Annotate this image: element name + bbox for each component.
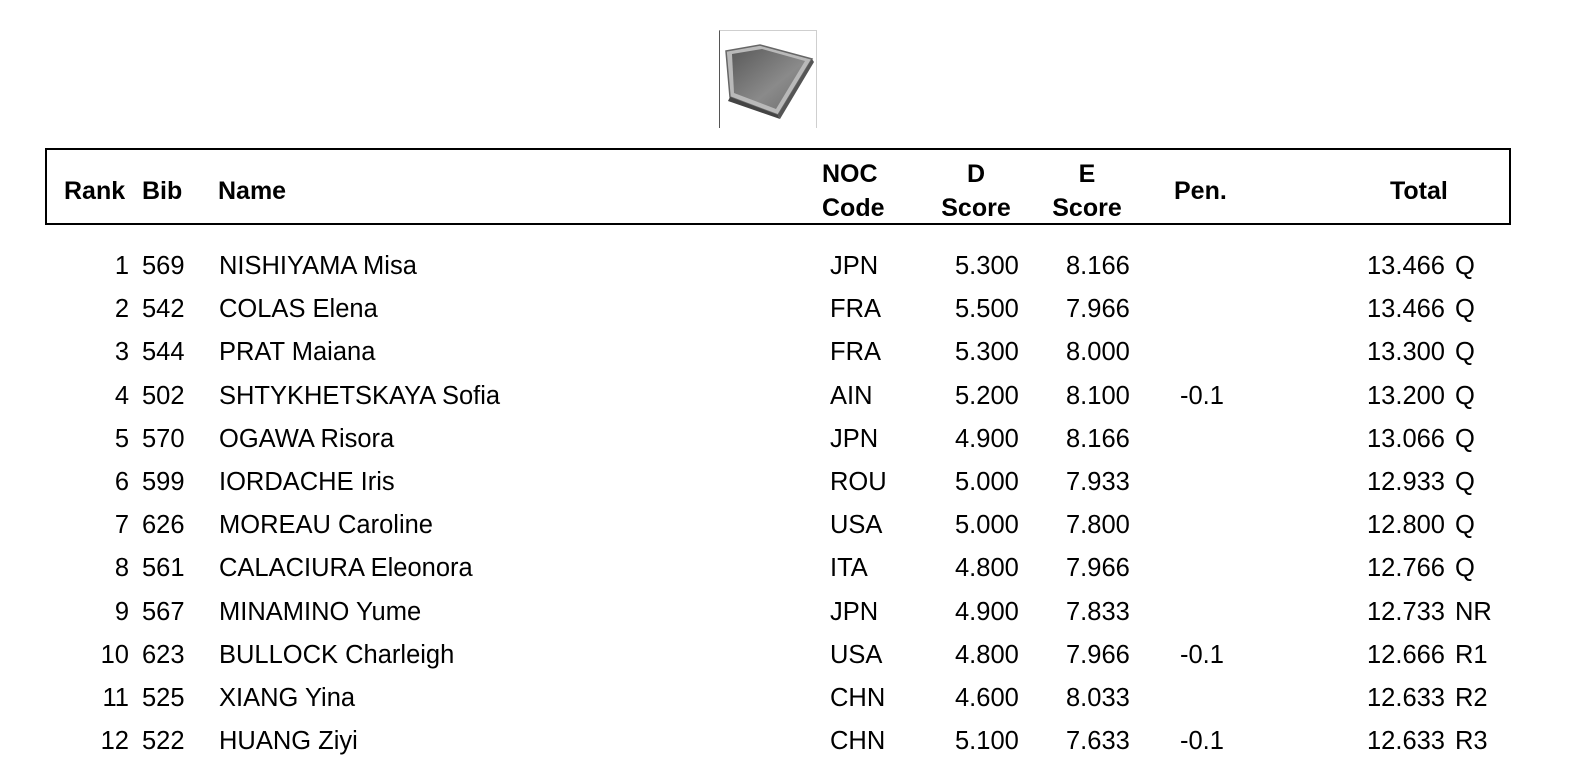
table-row bbox=[0, 288, 1580, 331]
cell-noc: JPN bbox=[830, 424, 879, 453]
header-e-line2: Score bbox=[1052, 194, 1122, 222]
cell-total: 12.733 bbox=[1367, 597, 1445, 626]
cell-noc: AIN bbox=[830, 381, 873, 410]
cell-rank: 11 bbox=[102, 684, 129, 712]
cell-noc: ROU bbox=[830, 468, 887, 496]
cell-noc: CHN bbox=[830, 684, 886, 712]
cell-qualification: Q bbox=[1455, 381, 1475, 410]
header-name: Name bbox=[218, 177, 287, 205]
cell-noc: CHN bbox=[830, 727, 886, 756]
header-e-line1: E bbox=[1078, 160, 1096, 188]
cell-qualification: NR bbox=[1455, 597, 1492, 626]
cell-name: PRAT Maiana bbox=[219, 338, 376, 367]
header-d-score bbox=[940, 157, 1012, 225]
cell-name: MOREAU Caroline bbox=[219, 511, 433, 540]
cell-rank: 4 bbox=[114, 381, 129, 410]
table-row bbox=[0, 634, 1580, 677]
cell-name: MINAMINO Yume bbox=[219, 597, 422, 626]
cell-d-score: 4.600 bbox=[955, 684, 1019, 712]
cell-penalty: -0.1 bbox=[1180, 727, 1224, 756]
header-bib: Bib bbox=[142, 177, 183, 205]
cell-rank: 1 bbox=[114, 252, 129, 280]
cell-qualification: R3 bbox=[1455, 727, 1488, 756]
cell-rank: 7 bbox=[114, 511, 129, 540]
cell-name: BULLOCK Charleigh bbox=[219, 640, 455, 669]
cell-bib: 626 bbox=[142, 511, 185, 540]
cell-total: 12.666 bbox=[1367, 640, 1445, 669]
cell-e-score: 7.800 bbox=[1066, 511, 1130, 540]
cell-qualification: Q bbox=[1455, 295, 1475, 324]
cell-noc: FRA bbox=[830, 338, 881, 367]
cell-noc: FRA bbox=[830, 295, 881, 324]
cell-bib: 570 bbox=[142, 424, 185, 453]
cell-qualification: Q bbox=[1455, 338, 1475, 367]
cell-noc: JPN bbox=[830, 252, 879, 280]
cell-name: XIANG Yina bbox=[219, 684, 356, 712]
table-row bbox=[0, 591, 1580, 634]
cell-e-score: 8.166 bbox=[1066, 424, 1130, 453]
cell-d-score: 5.200 bbox=[955, 381, 1019, 410]
cell-bib: 561 bbox=[142, 554, 185, 583]
header-penalty: Pen. bbox=[1174, 177, 1227, 205]
cell-rank: 9 bbox=[114, 597, 129, 626]
header-noc-code bbox=[822, 157, 885, 225]
header-noc-line1: NOC bbox=[822, 160, 878, 188]
cell-bib: 525 bbox=[142, 684, 185, 712]
cell-qualification: R2 bbox=[1455, 684, 1488, 712]
cell-total: 13.200 bbox=[1367, 381, 1445, 410]
cell-e-score: 7.833 bbox=[1066, 597, 1130, 626]
table-row bbox=[0, 720, 1580, 763]
header-e-score bbox=[1051, 157, 1123, 225]
balance-beam-mat-icon bbox=[720, 31, 818, 129]
cell-bib: 502 bbox=[142, 381, 185, 410]
cell-noc: USA bbox=[830, 640, 883, 669]
cell-noc: JPN bbox=[830, 597, 879, 626]
cell-e-score: 8.033 bbox=[1066, 684, 1130, 712]
cell-bib: 599 bbox=[142, 468, 185, 496]
cell-name: HUANG Ziyi bbox=[219, 727, 358, 756]
cell-e-score: 8.000 bbox=[1066, 338, 1130, 367]
cell-e-score: 7.966 bbox=[1066, 554, 1130, 583]
cell-total: 12.633 bbox=[1367, 727, 1445, 756]
cell-bib: 542 bbox=[142, 295, 185, 324]
cell-name: OGAWA Risora bbox=[219, 424, 395, 453]
cell-qualification: Q bbox=[1455, 468, 1475, 496]
cell-qualification: Q bbox=[1455, 252, 1475, 280]
results-table-header bbox=[45, 148, 1511, 225]
cell-name: IORDACHE Iris bbox=[219, 468, 395, 496]
cell-d-score: 4.800 bbox=[955, 554, 1019, 583]
cell-rank: 10 bbox=[100, 640, 129, 669]
cell-total: 12.933 bbox=[1367, 468, 1445, 496]
header-rank: Rank bbox=[64, 177, 126, 205]
cell-bib: 623 bbox=[142, 640, 185, 669]
cell-total: 12.766 bbox=[1367, 554, 1445, 583]
cell-name: NISHIYAMA Misa bbox=[219, 252, 417, 280]
apparatus-pictogram bbox=[719, 30, 817, 128]
table-row bbox=[0, 245, 1580, 288]
cell-total: 13.466 bbox=[1367, 295, 1445, 324]
cell-d-score: 5.300 bbox=[955, 252, 1019, 280]
cell-rank: 6 bbox=[114, 468, 129, 496]
cell-qualification: Q bbox=[1455, 554, 1475, 583]
header-d-line2: Score bbox=[941, 194, 1011, 222]
cell-d-score: 5.000 bbox=[955, 468, 1019, 496]
cell-bib: 544 bbox=[142, 338, 185, 367]
cell-name: SHTYKHETSKAYA Sofia bbox=[219, 381, 501, 410]
table-row bbox=[0, 375, 1580, 418]
cell-name: CALACIURA Eleonora bbox=[219, 554, 473, 583]
cell-qualification: Q bbox=[1455, 424, 1475, 453]
cell-bib: 567 bbox=[142, 597, 185, 626]
cell-bib: 569 bbox=[142, 252, 185, 280]
table-row bbox=[0, 418, 1580, 461]
cell-penalty: -0.1 bbox=[1180, 640, 1224, 669]
cell-d-score: 4.900 bbox=[955, 424, 1019, 453]
cell-penalty: -0.1 bbox=[1180, 381, 1224, 410]
cell-noc: USA bbox=[830, 511, 883, 540]
cell-qualification: R1 bbox=[1455, 640, 1488, 669]
cell-e-score: 7.633 bbox=[1066, 727, 1130, 756]
cell-rank: 8 bbox=[114, 554, 129, 583]
cell-d-score: 5.300 bbox=[955, 338, 1019, 367]
cell-d-score: 5.100 bbox=[955, 727, 1019, 756]
table-row bbox=[0, 547, 1580, 590]
cell-total: 13.300 bbox=[1367, 338, 1445, 367]
cell-e-score: 7.966 bbox=[1066, 640, 1130, 669]
header-d-line1: D bbox=[966, 160, 986, 188]
cell-e-score: 7.966 bbox=[1066, 295, 1130, 324]
cell-d-score: 4.800 bbox=[955, 640, 1019, 669]
cell-bib: 522 bbox=[142, 727, 185, 756]
header-total: Total bbox=[1390, 177, 1448, 205]
cell-total: 13.066 bbox=[1367, 424, 1445, 453]
cell-d-score: 4.900 bbox=[955, 597, 1019, 626]
cell-e-score: 8.100 bbox=[1066, 381, 1130, 410]
cell-rank: 12 bbox=[100, 727, 129, 756]
cell-name: COLAS Elena bbox=[219, 295, 378, 324]
cell-total: 12.633 bbox=[1367, 684, 1445, 712]
table-row bbox=[0, 331, 1580, 374]
cell-d-score: 5.500 bbox=[955, 295, 1019, 324]
cell-d-score: 5.000 bbox=[955, 511, 1019, 540]
cell-e-score: 7.933 bbox=[1066, 468, 1130, 496]
cell-total: 13.466 bbox=[1367, 252, 1445, 280]
table-row bbox=[0, 677, 1580, 720]
header-noc-line2: Code bbox=[822, 194, 885, 222]
cell-noc: ITA bbox=[830, 554, 868, 583]
cell-total: 12.800 bbox=[1367, 511, 1445, 540]
cell-e-score: 8.166 bbox=[1066, 252, 1130, 280]
cell-rank: 2 bbox=[114, 295, 129, 324]
cell-rank: 5 bbox=[114, 424, 129, 453]
table-row bbox=[0, 504, 1580, 547]
cell-qualification: Q bbox=[1455, 511, 1475, 540]
cell-rank: 3 bbox=[114, 338, 129, 367]
table-row bbox=[0, 461, 1580, 504]
